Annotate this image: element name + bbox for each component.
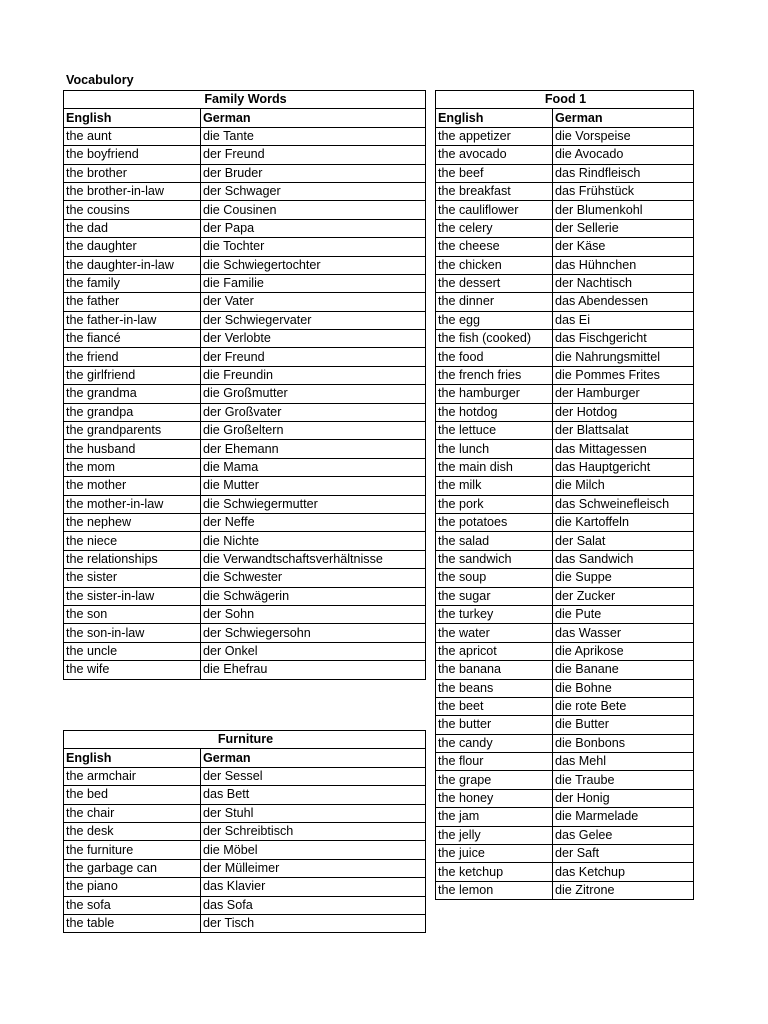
table-row (64, 767, 426, 785)
german-cell: der Neffe (201, 513, 426, 531)
english-cell: the fish (cooked) (436, 330, 553, 348)
english-cell: the salad (436, 532, 553, 550)
german-cell: die Nahrungsmittel (553, 348, 694, 366)
column-header-german: German (201, 749, 426, 767)
english-cell: the father (64, 293, 201, 311)
table-row (436, 661, 694, 679)
table-row (436, 256, 694, 274)
german-cell: das Ei (553, 311, 694, 329)
table-row (64, 182, 426, 200)
english-cell: the brother-in-law (64, 182, 201, 200)
table-row (436, 845, 694, 863)
table-row (64, 403, 426, 421)
table-title-row (64, 731, 426, 749)
table-row (436, 366, 694, 384)
german-cell: das Schweinefleisch (553, 495, 694, 513)
table-row (436, 201, 694, 219)
table-row (436, 863, 694, 881)
english-cell: the uncle (64, 642, 201, 660)
english-cell: the family (64, 274, 201, 292)
german-cell: der Blattsalat (553, 422, 694, 440)
german-cell: die Schwägerin (201, 587, 426, 605)
german-cell: der Schwiegervater (201, 311, 426, 329)
english-cell: the beans (436, 679, 553, 697)
english-cell: the banana (436, 661, 553, 679)
english-cell: the food (436, 348, 553, 366)
english-cell: the flour (436, 753, 553, 771)
english-cell: the desk (64, 822, 201, 840)
english-cell: the jam (436, 808, 553, 826)
english-cell: the son (64, 605, 201, 623)
german-cell: die Traube (553, 771, 694, 789)
table-row (436, 403, 694, 421)
table-row (64, 550, 426, 568)
column-header-german: German (201, 109, 426, 127)
german-cell: die Milch (553, 477, 694, 495)
table-row (436, 587, 694, 605)
furniture-table (63, 730, 426, 933)
english-cell: the ketchup (436, 863, 553, 881)
table-row (64, 495, 426, 513)
english-cell: the juice (436, 845, 553, 863)
german-cell: die Bohne (553, 679, 694, 697)
table-row (436, 789, 694, 807)
table-row (64, 238, 426, 256)
table-row (436, 734, 694, 752)
english-cell: the garbage can (64, 859, 201, 877)
table-row (436, 440, 694, 458)
english-cell: the furniture (64, 841, 201, 859)
german-cell: die Verwandtschaftsverhältnisse (201, 550, 426, 568)
english-cell: the bed (64, 786, 201, 804)
page-title: Vocabulory (66, 73, 134, 87)
table-header-row (436, 109, 694, 127)
german-cell: das Mehl (553, 753, 694, 771)
english-cell: the breakfast (436, 182, 553, 200)
table-row (64, 348, 426, 366)
english-cell: the dad (64, 219, 201, 237)
german-cell: die Schwiegertochter (201, 256, 426, 274)
food-1-table (435, 90, 694, 900)
english-cell: the grandparents (64, 422, 201, 440)
english-cell: the sandwich (436, 550, 553, 568)
table-row (436, 458, 694, 476)
english-cell: the sugar (436, 587, 553, 605)
english-cell: the sister-in-law (64, 587, 201, 605)
english-cell: the grape (436, 771, 553, 789)
german-cell: der Onkel (201, 642, 426, 660)
german-cell: die Banane (553, 661, 694, 679)
table-row (64, 878, 426, 896)
german-cell: die Avocado (553, 146, 694, 164)
table-row (64, 841, 426, 859)
table-row (64, 311, 426, 329)
german-cell: der Schwiegersohn (201, 624, 426, 642)
german-cell: der Mülleimer (201, 859, 426, 877)
english-cell: the main dish (436, 458, 553, 476)
german-cell: das Hauptgericht (553, 458, 694, 476)
english-cell: the chicken (436, 256, 553, 274)
german-cell: die Freundin (201, 366, 426, 384)
table-row (64, 786, 426, 804)
table-row (436, 182, 694, 200)
german-cell: der Freund (201, 146, 426, 164)
german-cell: die Tante (201, 127, 426, 145)
german-cell: der Nachtisch (553, 274, 694, 292)
table-row (436, 513, 694, 531)
german-cell: die Cousinen (201, 201, 426, 219)
german-cell: der Bruder (201, 164, 426, 182)
german-cell: die Bonbons (553, 734, 694, 752)
english-cell: the fiancé (64, 330, 201, 348)
english-cell: the turkey (436, 605, 553, 623)
table-row (64, 274, 426, 292)
table-row (64, 624, 426, 642)
english-cell: the grandma (64, 385, 201, 403)
table-row (64, 422, 426, 440)
table-row (436, 219, 694, 237)
english-cell: the husband (64, 440, 201, 458)
german-cell: das Ketchup (553, 863, 694, 881)
german-cell: der Blumenkohl (553, 201, 694, 219)
table-row (436, 477, 694, 495)
english-cell: the father-in-law (64, 311, 201, 329)
english-cell: the sofa (64, 896, 201, 914)
german-cell: der Hamburger (553, 385, 694, 403)
german-cell: die Mama (201, 458, 426, 476)
table-row (436, 808, 694, 826)
table-row (436, 697, 694, 715)
table-row (436, 642, 694, 660)
table-header-row (64, 109, 426, 127)
german-cell: die Großeltern (201, 422, 426, 440)
table-row (64, 330, 426, 348)
english-cell: the egg (436, 311, 553, 329)
english-cell: the nephew (64, 513, 201, 531)
english-cell: the dinner (436, 293, 553, 311)
table-row (64, 440, 426, 458)
table-row (64, 532, 426, 550)
table-row (64, 201, 426, 219)
english-cell: the girlfriend (64, 366, 201, 384)
english-cell: the mom (64, 458, 201, 476)
english-cell: the piano (64, 878, 201, 896)
table-row (436, 550, 694, 568)
table-row (436, 311, 694, 329)
german-cell: die rote Bete (553, 697, 694, 715)
column-header-english: English (436, 109, 553, 127)
table-row (64, 605, 426, 623)
table-row (64, 642, 426, 660)
english-cell: the cheese (436, 238, 553, 256)
english-cell: the chair (64, 804, 201, 822)
german-cell: der Großvater (201, 403, 426, 421)
german-cell: die Pommes Frites (553, 366, 694, 384)
english-cell: the pork (436, 495, 553, 513)
english-cell: the butter (436, 716, 553, 734)
table-title: Food 1 (436, 91, 694, 109)
table-row (436, 348, 694, 366)
german-cell: das Abendessen (553, 293, 694, 311)
english-cell: the sister (64, 569, 201, 587)
english-cell: the daughter-in-law (64, 256, 201, 274)
family-words-table (63, 90, 426, 680)
english-cell: the lemon (436, 881, 553, 899)
german-cell: die Zitrone (553, 881, 694, 899)
german-cell: die Nichte (201, 532, 426, 550)
english-cell: the aunt (64, 127, 201, 145)
german-cell: der Sohn (201, 605, 426, 623)
german-cell: das Klavier (201, 878, 426, 896)
german-cell: der Hotdog (553, 403, 694, 421)
table-row (64, 385, 426, 403)
german-cell: der Tisch (201, 914, 426, 932)
table-row (64, 256, 426, 274)
table-row (436, 569, 694, 587)
table-row (64, 293, 426, 311)
german-cell: das Rindfleisch (553, 164, 694, 182)
german-cell: das Hühnchen (553, 256, 694, 274)
table-row (64, 587, 426, 605)
german-cell: der Verlobte (201, 330, 426, 348)
english-cell: the lettuce (436, 422, 553, 440)
german-cell: der Sessel (201, 767, 426, 785)
table-row (436, 826, 694, 844)
table-row (436, 330, 694, 348)
german-cell: der Sellerie (553, 219, 694, 237)
table-row (64, 859, 426, 877)
german-cell: das Gelee (553, 826, 694, 844)
german-cell: der Honig (553, 789, 694, 807)
table-row (64, 366, 426, 384)
german-cell: die Pute (553, 605, 694, 623)
table-row (64, 804, 426, 822)
english-cell: the cauliflower (436, 201, 553, 219)
german-cell: die Butter (553, 716, 694, 734)
german-cell: die Schwester (201, 569, 426, 587)
table-row (436, 293, 694, 311)
english-cell: the avocado (436, 146, 553, 164)
german-cell: der Schwager (201, 182, 426, 200)
german-cell: die Vorspeise (553, 127, 694, 145)
table-title: Family Words (64, 91, 426, 109)
table-row (64, 164, 426, 182)
german-cell: die Aprikose (553, 642, 694, 660)
table-row (64, 477, 426, 495)
german-cell: der Zucker (553, 587, 694, 605)
english-cell: the hamburger (436, 385, 553, 403)
german-cell: die Tochter (201, 238, 426, 256)
column-header-german: German (553, 109, 694, 127)
german-cell: die Familie (201, 274, 426, 292)
column-header-english: English (64, 109, 201, 127)
german-cell: der Saft (553, 845, 694, 863)
german-cell: die Großmutter (201, 385, 426, 403)
english-cell: the appetizer (436, 127, 553, 145)
german-cell: das Frühstück (553, 182, 694, 200)
table-row (64, 219, 426, 237)
german-cell: die Kartoffeln (553, 513, 694, 531)
german-cell: das Wasser (553, 624, 694, 642)
german-cell: das Mittagessen (553, 440, 694, 458)
english-cell: the mother (64, 477, 201, 495)
table-row (64, 127, 426, 145)
german-cell: das Fischgericht (553, 330, 694, 348)
table-row (64, 822, 426, 840)
english-cell: the hotdog (436, 403, 553, 421)
english-cell: the mother-in-law (64, 495, 201, 513)
table-row (64, 513, 426, 531)
german-cell: die Ehefrau (201, 661, 426, 679)
table-row (436, 495, 694, 513)
table-row (436, 532, 694, 550)
table-title: Furniture (64, 731, 426, 749)
table-header-row (64, 749, 426, 767)
table-row (436, 274, 694, 292)
german-cell: der Freund (201, 348, 426, 366)
english-cell: the daughter (64, 238, 201, 256)
german-cell: der Stuhl (201, 804, 426, 822)
german-cell: der Papa (201, 219, 426, 237)
column-header-english: English (64, 749, 201, 767)
table-row (436, 753, 694, 771)
table-row (64, 661, 426, 679)
english-cell: the cousins (64, 201, 201, 219)
english-cell: the wife (64, 661, 201, 679)
german-cell: der Salat (553, 532, 694, 550)
english-cell: the soup (436, 569, 553, 587)
german-cell: das Bett (201, 786, 426, 804)
table-title-row (64, 91, 426, 109)
english-cell: the armchair (64, 767, 201, 785)
english-cell: the lunch (436, 440, 553, 458)
german-cell: die Marmelade (553, 808, 694, 826)
english-cell: the grandpa (64, 403, 201, 421)
table-row (436, 422, 694, 440)
table-row (64, 458, 426, 476)
table-title-row (436, 91, 694, 109)
table-row (436, 771, 694, 789)
german-cell: der Schreibtisch (201, 822, 426, 840)
german-cell: das Sandwich (553, 550, 694, 568)
german-cell: der Käse (553, 238, 694, 256)
table-row (64, 569, 426, 587)
table-row (436, 605, 694, 623)
english-cell: the potatoes (436, 513, 553, 531)
table-row (436, 164, 694, 182)
german-cell: die Möbel (201, 841, 426, 859)
german-cell: die Schwiegermutter (201, 495, 426, 513)
table-row (436, 238, 694, 256)
table-row (436, 146, 694, 164)
english-cell: the relationships (64, 550, 201, 568)
english-cell: the niece (64, 532, 201, 550)
english-cell: the friend (64, 348, 201, 366)
english-cell: the brother (64, 164, 201, 182)
table-row (436, 679, 694, 697)
table-row (64, 146, 426, 164)
table-row (436, 881, 694, 899)
english-cell: the honey (436, 789, 553, 807)
english-cell: the candy (436, 734, 553, 752)
english-cell: the jelly (436, 826, 553, 844)
german-cell: der Ehemann (201, 440, 426, 458)
table-row (64, 896, 426, 914)
english-cell: the celery (436, 219, 553, 237)
table-row (436, 716, 694, 734)
english-cell: the apricot (436, 642, 553, 660)
german-cell: die Suppe (553, 569, 694, 587)
english-cell: the water (436, 624, 553, 642)
english-cell: the french fries (436, 366, 553, 384)
english-cell: the beet (436, 697, 553, 715)
table-row (64, 914, 426, 932)
english-cell: the milk (436, 477, 553, 495)
english-cell: the beef (436, 164, 553, 182)
german-cell: das Sofa (201, 896, 426, 914)
table-row (436, 385, 694, 403)
table-row (436, 127, 694, 145)
english-cell: the boyfriend (64, 146, 201, 164)
english-cell: the table (64, 914, 201, 932)
table-row (436, 624, 694, 642)
english-cell: the son-in-law (64, 624, 201, 642)
english-cell: the dessert (436, 274, 553, 292)
german-cell: der Vater (201, 293, 426, 311)
german-cell: die Mutter (201, 477, 426, 495)
